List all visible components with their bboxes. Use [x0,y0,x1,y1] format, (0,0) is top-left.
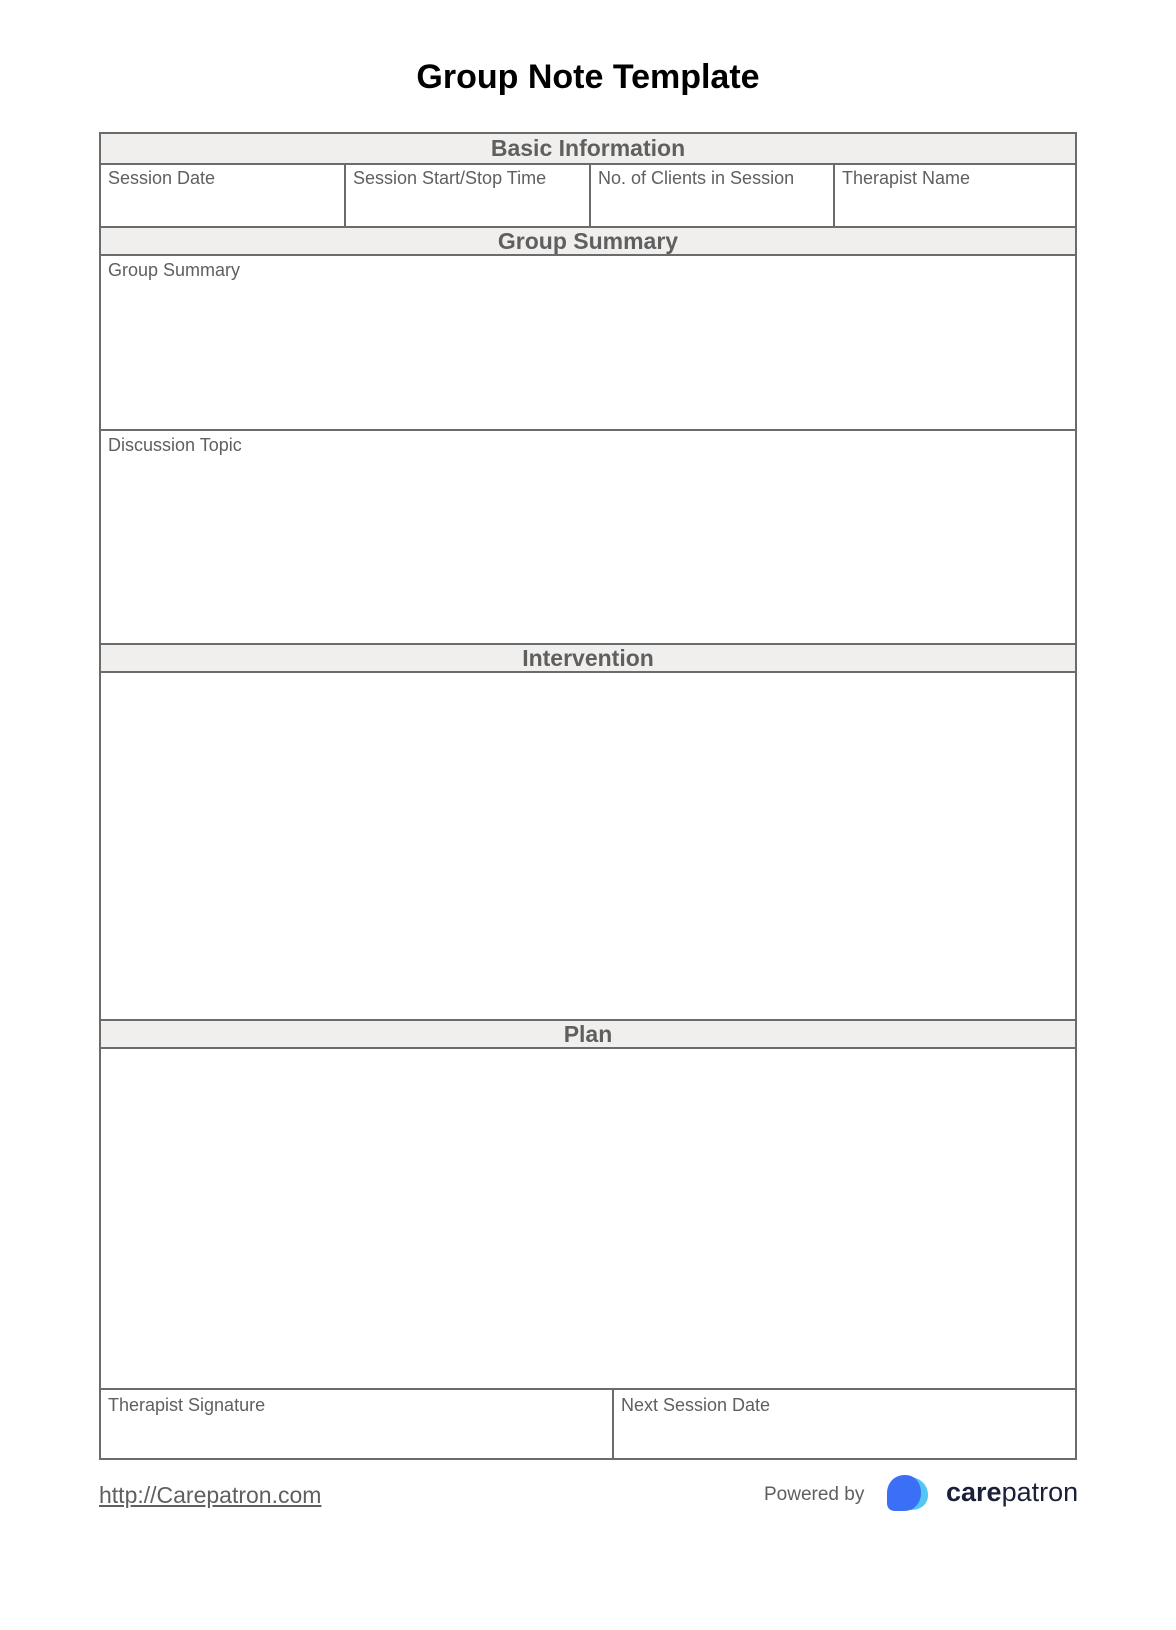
carepatron-link[interactable]: http://Carepatron.com [99,1482,322,1508]
section-header-group-summary: Group Summary [101,228,1075,256]
divider [612,1388,614,1460]
page-title: Group Note Template [416,58,760,96]
therapist-signature-label: Therapist Signature [108,1395,266,1415]
discussion-topic-label: Discussion Topic [108,435,242,455]
next-session-date-label: Next Session Date [621,1395,771,1415]
brand-rest: patron [1001,1477,1079,1507]
group-summary-label: Group Summary [108,260,241,280]
divider [344,165,346,226]
section-header-basic-information: Basic Information [101,134,1075,165]
section-header-intervention: Intervention [101,645,1075,673]
divider [833,165,835,226]
section-header-plan: Plan [101,1021,1075,1049]
group-note-form [99,132,1077,1460]
session-date-label: Session Date [108,168,216,188]
divider [101,1388,1075,1390]
clients-count-label: No. of Clients in Session [598,168,795,188]
divider [589,165,591,226]
therapist-name-label: Therapist Name [842,168,971,188]
brand-bold: care [946,1477,1002,1507]
powered-by-label: Powered by [764,1484,865,1505]
carepatron-brand [946,1477,1078,1508]
session-time-label: Session Start/Stop Time [353,168,547,188]
divider [101,429,1075,431]
